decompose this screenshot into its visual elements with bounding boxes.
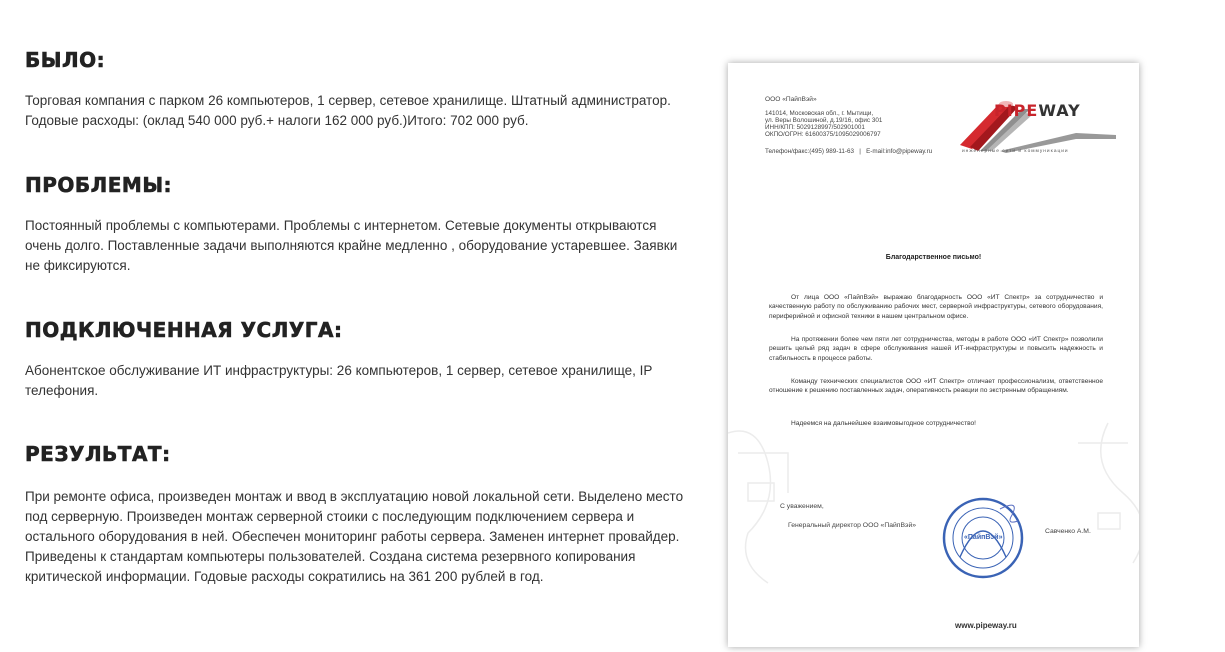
logo-wordmark: PIPEWAY <box>994 101 1081 120</box>
letter-regards: С уважением, <box>780 503 824 510</box>
section-heading: БЫЛО: <box>25 48 106 72</box>
letter-okpo: ОКПО/ОГРН: 61600375/1095029006797 <box>765 131 881 138</box>
section-text: Абонентское обслуживание ИТ инфраструктуры: 26 компьютеров, 1 сервер, сетевое хранилище, IP телефония. <box>25 363 653 398</box>
section-heading: ПРОБЛЕМЫ: <box>25 173 173 197</box>
thank-you-letter-image <box>728 63 1139 647</box>
letter-paragraph: На протяжении более чем пяти лет сотрудничества, методы в работе ООО «ИТ Спектр» позволили решить целый ряд задач в сфере обслуживания нашей ИТ-инфраструктуры и повысить надежность и стабильность в процессе работы. <box>769 336 1103 362</box>
letter-title: Благодарственное письмо! <box>885 254 982 261</box>
letter-paragraph: Надеемся на дальнейшее взаимовыгодное сотрудничество! <box>791 420 977 427</box>
section-problems <box>25 173 685 276</box>
letter-contacts: Телефон/факс:(495) 989-11-63 | E-mail:info@pipeway.ru <box>765 148 933 155</box>
section-service <box>25 318 685 401</box>
letter-website: www.pipeway.ru <box>955 621 1017 630</box>
logo-subtitle: инженерные сети и коммуникации <box>962 149 1069 154</box>
letter-signer-name: Савченко А.М. <box>1045 528 1091 535</box>
section-text: При ремонте офиса, произведен монтаж и ввод в эксплуатацию новой локальной сети. Выделено место под серверную. Произведен монтаж серверной стоики с последующим подключением сервера и остального оборудования в ней. Обеспечен мониторинг работы сервера. Заменен интернет провайдер. Приведены к стандартам компьютеры пользователей. Создана система резервного копирования критической информации. Годовые расходы сократились на 361 200 рублей в год. <box>25 489 684 584</box>
letter-signer-role: Генеральный директор ООО «ПайпВэй» <box>788 522 917 529</box>
letter-inn: ИНН/КПП: 5029128997/502901001 <box>765 124 865 131</box>
letter-paragraph: Команду технических специалистов ООО «ИТ Спектр» отличает профессионализм, ответственное отношение к решению поставленных задач, оперативность реакции по экстренным обращениям. <box>769 378 1103 395</box>
letter-address-2: ул. Веры Волошиной, д.19/16, офис 301 <box>765 117 883 124</box>
stamp-text: «ПайпВэй» <box>964 534 1003 541</box>
letter-company: ООО «ПайпВэй» <box>765 96 817 103</box>
letter-address-1: 141014, Московская обл., г. Мытищи, <box>765 110 874 117</box>
section-heading: РЕЗУЛЬТАТ: <box>25 442 171 466</box>
section-text: Постоянный проблемы с компьютерами. Проблемы с интернетом. Сетевые документы открываются очень долго. Поставленные задачи выполняются крайне медленно , оборудование устаревшее. Заявки не фиксируются. <box>25 218 678 273</box>
letter-paragraph: От лица ООО «ПайпВэй» выражаю благодарность ООО «ИТ Спектр» за сотрудничество и качественную работу по обслуживанию рабочих мест, серверной инфраструктуры, сетевого оборудования, периферийной и офисной техники в нашем центральном офисе. <box>769 294 1103 320</box>
section-text: Торговая компания с парком 26 компьютеров, 1 сервер, сетевое хранилище. Штатный администратор. Годовые расходы: (оклад 540 000 руб.+ налоги 162 000 руб.)Итого: 702 000 руб. <box>25 93 671 128</box>
section-result <box>25 442 685 587</box>
section-before <box>25 48 685 131</box>
section-heading: ПОДКЛЮЧЕННАЯ УСЛУГА: <box>25 318 343 342</box>
